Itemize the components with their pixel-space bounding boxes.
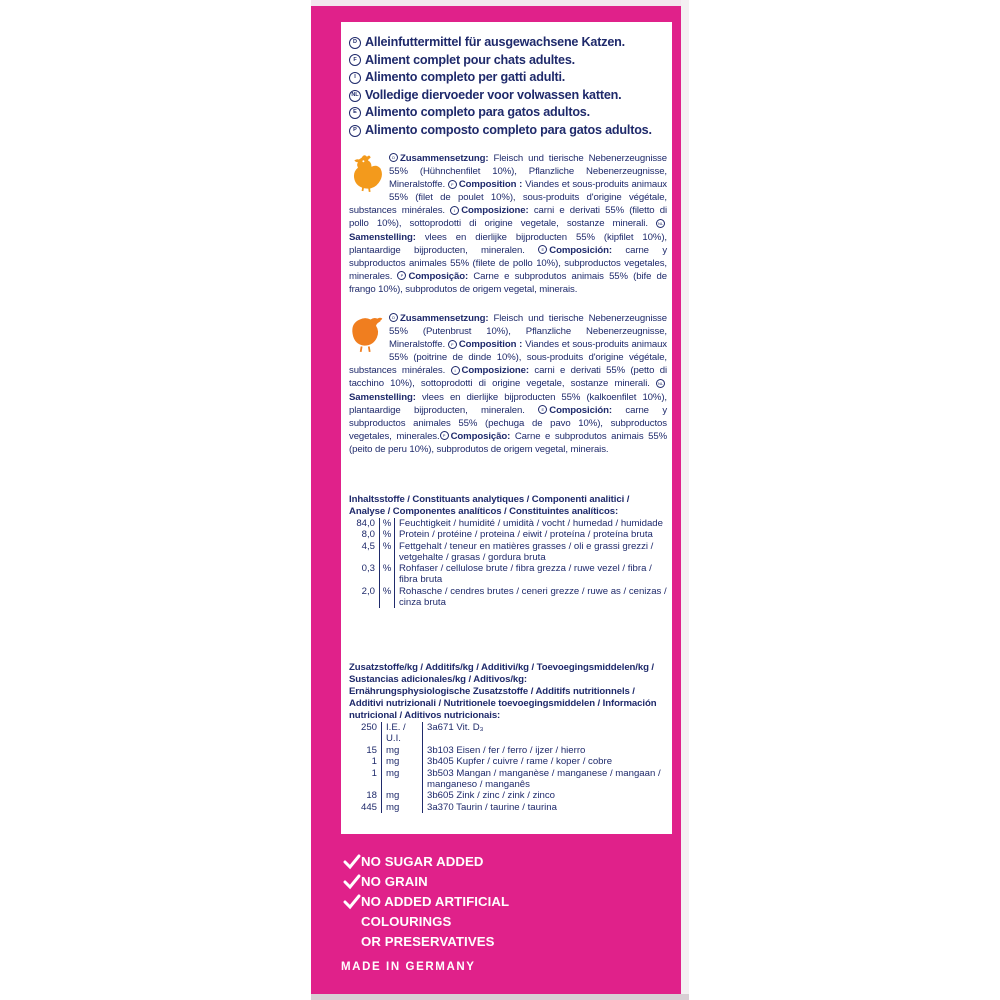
row-description: Rohasche / cendres brutes / ceneri grezze / ruwe as / cenizas / cinza bruta <box>399 585 667 609</box>
table-row <box>349 722 667 745</box>
composition-text: carne y subproductos animales 55% (filete de pollo 10%), subproductos vegetales, minerales. <box>349 244 668 282</box>
row-unit: % <box>379 563 395 586</box>
additives-subheading: Ernährungsphysiologische Zusatzstoffe / Additifs nutritionnels / Additivi nutrizionali / Nutritionele toevoegingsmiddelen / Información nutricional / Aditivos nutricionais: <box>349 686 657 721</box>
composition-text: carni e derivati 55% (petto di tacchino 10%), sottoprodotti di origine vegetale, sostanze minerali. <box>349 365 667 390</box>
description-line <box>349 52 669 70</box>
additives-section <box>349 662 667 813</box>
additives-table <box>349 722 667 813</box>
row-value: 250 <box>360 722 377 733</box>
row-unit: % <box>379 518 395 529</box>
composition-text: Viandes et sous-produits animaux 55% (filet de poulet 10%), sous-produits d'origine végétale, substances minérales. <box>349 179 668 217</box>
row-value: 4,5 <box>361 540 375 552</box>
composition-text: Fleisch und tierische Nebenerzeugnisse 55% (Hühnchenfilet 10%), Pflanzliche Nebenerzeugnisse, Mineralstoffe. <box>389 153 667 191</box>
composition-text: Viandes et sous-produits animaux 55% (poitrine de dinde 10%), sous-produits d'origine végétale, substances minérales. <box>349 339 668 377</box>
claim-text: NO SUGAR ADDED <box>361 854 484 869</box>
row-unit: % <box>379 586 395 609</box>
description-line <box>349 87 669 105</box>
language-code-badge: E <box>349 107 361 119</box>
row-unit: mg <box>381 802 423 813</box>
package-fold-strip <box>681 0 689 1000</box>
check-icon <box>343 853 361 871</box>
table-row <box>349 518 667 529</box>
composition-label: Composición: <box>549 244 613 256</box>
turkey-composition-block <box>349 312 667 456</box>
composition-text: Fleisch und tierische Nebenerzeugnisse 55% (Putenbrust 10%), Pflanzliche Nebenerzeugnisse, Mineralstoffe. <box>389 313 667 351</box>
row-unit: mg <box>381 790 423 801</box>
table-row <box>349 756 667 767</box>
package-top-edge <box>311 0 689 6</box>
composition-label: Composition : <box>458 339 523 351</box>
language-code-badge: NL <box>656 219 665 228</box>
language-code-badge: I <box>349 72 361 84</box>
row-unit: % <box>379 529 395 540</box>
row-description: 3b405 Kupfer / cuivre / rame / koper / cobre <box>427 756 613 768</box>
check-icon <box>343 893 361 911</box>
table-row <box>349 586 667 609</box>
row-unit: I.E. / U.I. <box>381 722 423 745</box>
description-line <box>349 34 669 52</box>
description-text: Alleinfuttermittel für ausgewachsene Katzen. <box>365 35 625 49</box>
product-description-block <box>349 34 669 140</box>
table-row <box>349 529 667 540</box>
table-row <box>349 541 667 564</box>
claim-item <box>343 872 643 892</box>
row-value: 84,0 <box>356 518 375 529</box>
table-row <box>349 768 667 791</box>
table-row <box>349 790 667 801</box>
row-value: 8,0 <box>361 529 375 541</box>
analytical-table <box>349 518 667 608</box>
row-unit: % <box>379 541 395 564</box>
check-icon <box>343 873 361 891</box>
package-bottom-edge <box>311 994 689 1000</box>
chicken-composition-block <box>349 152 667 296</box>
description-line <box>349 122 669 140</box>
row-description: Protein / protéine / proteina / eiwit / proteína / proteína bruta <box>399 529 653 541</box>
description-line <box>349 69 669 87</box>
row-value: 1 <box>371 756 377 768</box>
composition-label: Zusammensetzung: <box>400 153 489 164</box>
analytical-constituents <box>349 494 667 608</box>
turkey-composition-text <box>349 312 667 456</box>
row-value: 18 <box>366 790 377 802</box>
claims-list <box>343 852 643 952</box>
language-code-badge: D <box>389 313 398 322</box>
table-row <box>349 563 667 586</box>
turkey-icon <box>349 312 385 354</box>
composition-label: Composizione: <box>461 365 529 377</box>
row-description: 3a370 Taurin / taurine / taurina <box>427 801 557 813</box>
row-description: 3b503 Mangan / manganèse / manganese / mangaan / manganeso / manganês <box>427 767 661 791</box>
composition-text: carne y subproductos animales 55% (pechuga de pavo 10%), subproductos vegetales, minerales. <box>349 404 668 442</box>
language-code-badge: NL <box>349 90 361 102</box>
language-code-badge: P <box>440 431 449 440</box>
row-value: 2,0 <box>361 585 375 597</box>
claim-text: NO ADDED ARTIFICIAL COLOURINGS OR PRESERVATIVES <box>361 894 510 949</box>
composition-text: vlees en dierlijke bijproducten 55% (kipfilet 10%), plantaardige bijproducten, mineralen. <box>349 231 667 256</box>
row-value: 1 <box>371 767 377 779</box>
row-description: 3b605 Zink / zinc / zink / zinco <box>427 790 555 802</box>
language-code-badge: D <box>389 153 398 162</box>
row-description: 3b103 Eisen / fer / ferro / ijzer / hierro <box>427 744 586 756</box>
language-code-badge: F <box>349 54 361 66</box>
language-code-badge: F <box>448 340 457 349</box>
analytical-heading: Inhaltsstoffe / Constituants analytiques / Componenti analitici / Analyse / Componentes analíticos / Constituintes analíticos: <box>349 494 630 517</box>
chicken-icon <box>349 152 385 194</box>
description-text: Alimento composto completo para gatos adultos. <box>365 122 652 137</box>
row-description: Fettgehalt / teneur en matières grasses / oli e grassi grezzi / vetgehalte / grasas / gordura bruta <box>399 540 654 563</box>
language-code-badge: F <box>448 180 457 189</box>
composition-text: Carne e subprodutos animais 55% (peito de peru 10%), subprodutos de origem vegetal, minerais. <box>349 430 667 455</box>
chicken-composition-text <box>349 152 667 296</box>
table-row <box>349 745 667 756</box>
composition-label: Composición: <box>549 404 613 416</box>
language-code-badge: E <box>538 405 547 414</box>
language-code-badge: NL <box>656 379 665 388</box>
language-code-badge: D <box>349 37 361 49</box>
description-text: Alimento completo para gatos adultos. <box>365 105 590 120</box>
row-unit: mg <box>381 756 423 767</box>
claim-text: NO GRAIN <box>361 874 428 889</box>
row-description: Rohfaser / cellulose brute / fibra grezza / ruwe vezel / fibra / fibra bruta <box>399 563 652 586</box>
row-value: 15 <box>366 744 377 756</box>
composition-text: carni e derivati 55% (filetto di pollo 10%), sottoprodotti di origine vegetale, sostanze minerali. <box>349 205 667 230</box>
additives-heading: Zusatzstoffe/kg / Additifs/kg / Additivi/kg / Toevoegingsmiddelen/kg / Sustancias adicionales/kg / Aditivos/kg: <box>349 662 655 685</box>
claim-item <box>343 892 643 952</box>
composition-label: Composição: <box>450 430 511 442</box>
info-panel <box>341 22 672 834</box>
row-unit: mg <box>381 745 423 756</box>
row-description: Feuchtigkeit / humidité / umidità / vocht / humedad / humidade <box>399 518 663 529</box>
composition-label: Composição: <box>408 270 469 282</box>
description-text: Volledige diervoeder voor volwassen katten. <box>365 87 622 102</box>
composition-text: Carne e subprodutos animais 55% (bife de frango 10%), subprodutos de origem vegetal, minerais. <box>349 270 668 295</box>
package-side-panel <box>311 0 689 1000</box>
composition-label: Zusammensetzung: <box>400 313 489 324</box>
row-value: 445 <box>360 801 377 813</box>
language-code-badge: P <box>397 271 406 280</box>
description-line <box>349 104 669 122</box>
composition-label: Samenstelling: <box>349 391 416 403</box>
language-code-badge: P <box>349 125 361 137</box>
composition-label: Composition : <box>458 179 523 191</box>
language-code-badge: I <box>451 366 460 375</box>
language-code-badge: I <box>450 206 459 215</box>
description-text: Aliment complet pour chats adultes. <box>365 52 575 67</box>
row-value: 0,3 <box>361 563 375 575</box>
composition-label: Composizione: <box>461 205 529 217</box>
description-text: Alimento completo per gatti adulti. <box>365 70 566 85</box>
composition-label: Samenstelling: <box>349 231 416 243</box>
language-code-badge: E <box>538 245 547 254</box>
composition-text: vlees en dierlijke bijproducten 55% (kalkoenfilet 10%), plantaardige bijproducten, mineralen. <box>349 391 667 416</box>
made-in-label: MADE IN GERMANY <box>341 961 476 973</box>
row-unit: mg <box>381 768 423 791</box>
row-description: 3a671 Vit. D₃ <box>427 722 484 733</box>
claim-item <box>343 852 643 872</box>
table-row <box>349 802 667 813</box>
